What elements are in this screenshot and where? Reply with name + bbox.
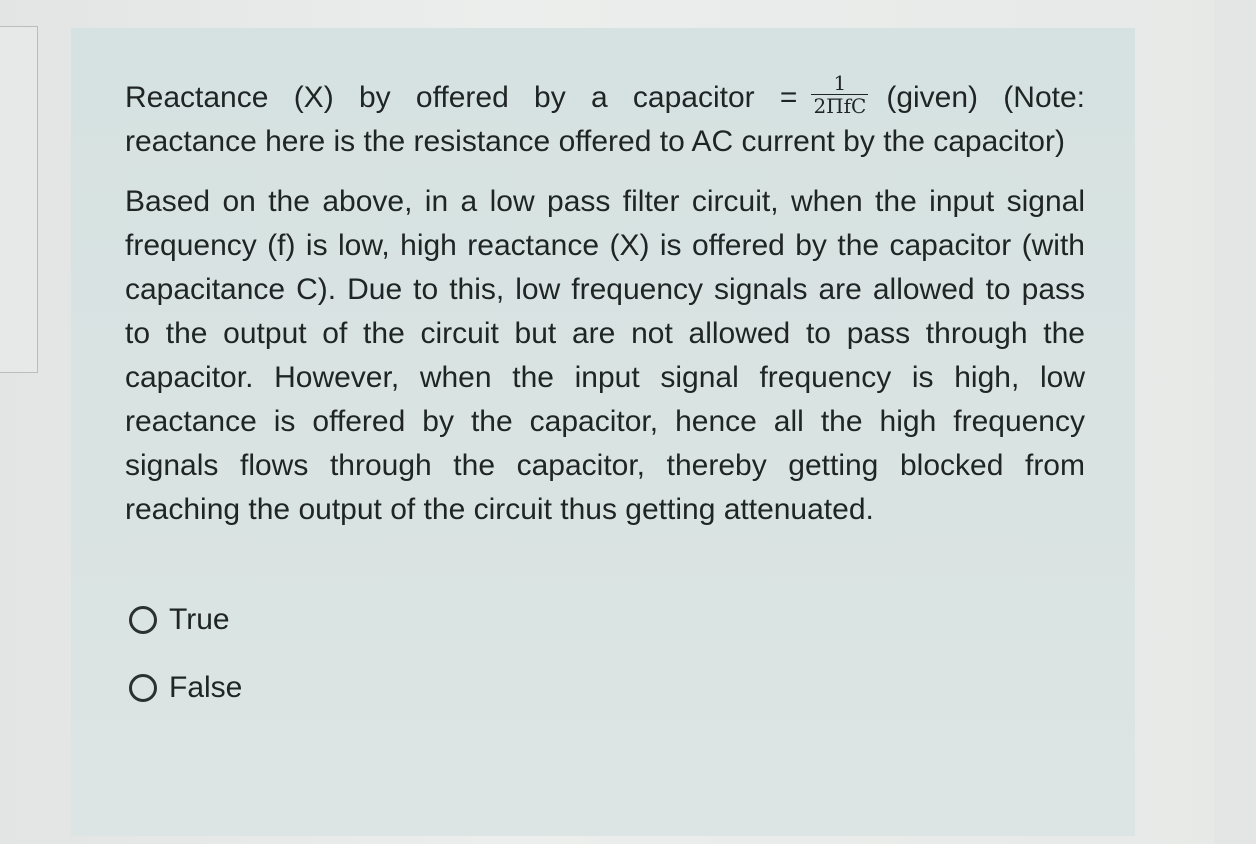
left-side-panel (0, 26, 38, 373)
radio-false[interactable] (129, 674, 157, 702)
formula-denominator: 2ΠfC (813, 93, 867, 118)
definition-prefix: Reactance (X) by offered by a capacitor = (125, 81, 798, 114)
formula-numerator: 1 (811, 72, 868, 95)
option-true[interactable] (129, 602, 1085, 638)
option-false-label: False (169, 671, 243, 704)
answer-options (125, 602, 1085, 706)
question-definition (125, 70, 1085, 164)
reactance-formula (811, 72, 868, 117)
option-false[interactable] (129, 670, 1085, 706)
radio-true[interactable] (129, 606, 157, 634)
definition-suffix: (given) (Note: reactance here is the resistance offered to AC current by the capacitor) (125, 81, 1085, 158)
question-card (71, 28, 1135, 836)
question-statement: Based on the above, in a low pass filter circuit, when the input signal frequency (f) is low, high reactance (X) is offered by the capacitor (with capacitance C). Due to this, low frequency signals are allowed to pass to the output of the circuit but are not allowed to pass through the capacitor. However, when the input signal frequency is high, low reactance is offered by the capacitor, hence all the high frequency signals flows through the capacitor, thereby getting blocked from reaching the output of the circuit thus getting attenuated. (125, 185, 1085, 526)
right-margin (1214, 0, 1256, 844)
option-true-label: True (169, 603, 230, 636)
